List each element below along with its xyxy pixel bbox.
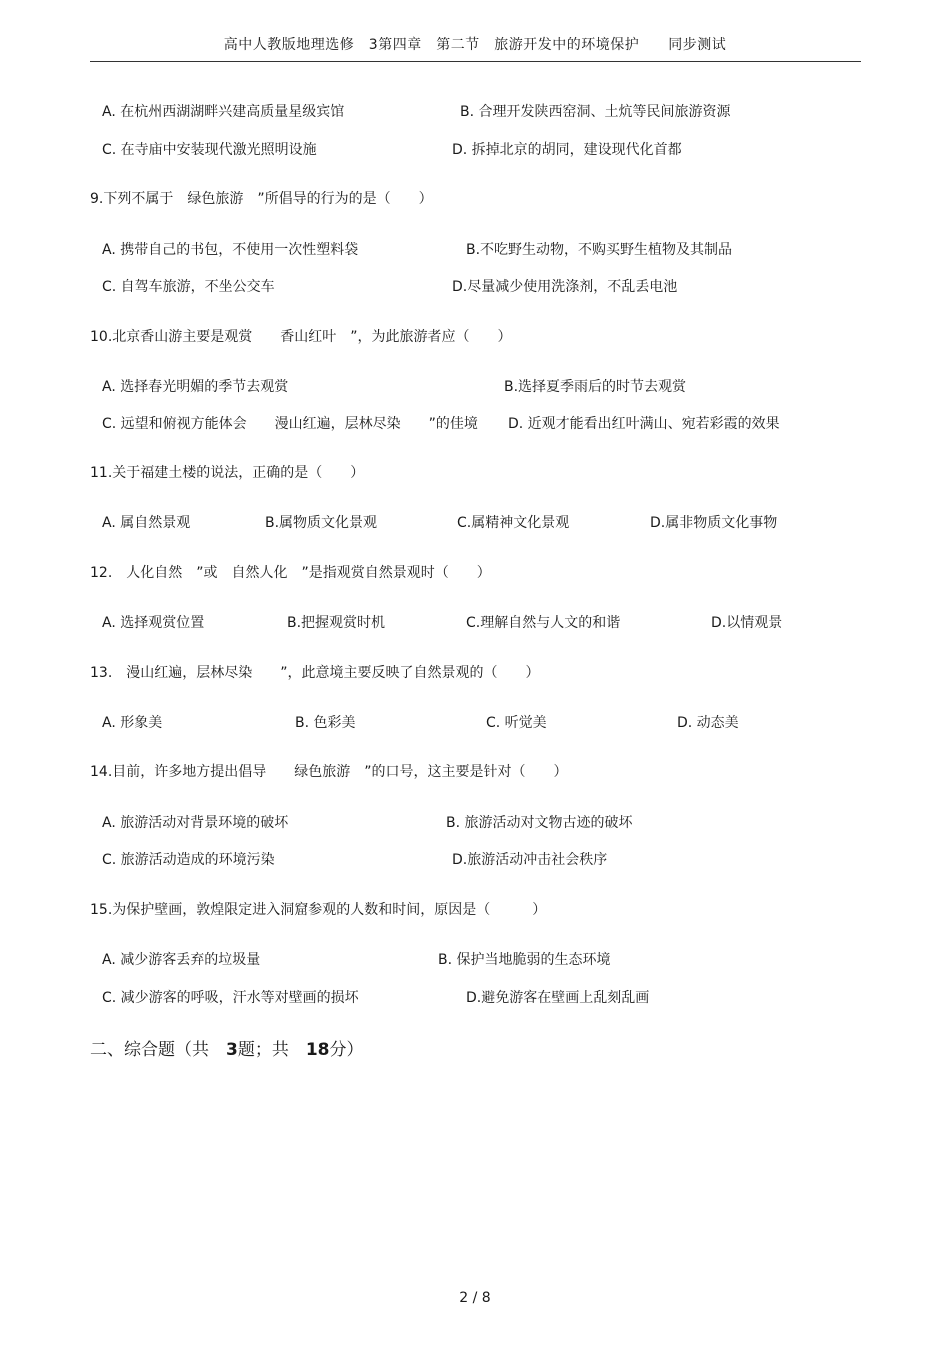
q11-option-d: D.属非物质文化事物	[650, 515, 778, 531]
page-header-title: 高中人教版地理选修 3第四章 第二节 旅游开发中的环境保护 同步测试	[223, 37, 727, 53]
q8-option-a: A. 在杭州西湖湖畔兴建高质量星级宾馆	[102, 104, 345, 120]
q11-option-b: B.属物质文化景观	[265, 515, 378, 531]
q8-option-b: B. 合理开发陕西窑洞、土炕等民间旅游资源	[460, 104, 731, 120]
page-number: 2 / 8	[459, 1290, 491, 1306]
section-total-score: 18	[305, 1040, 330, 1060]
section-question-count: 3	[226, 1040, 238, 1060]
q10-option-c: C. 远望和俯视方能体会 漫山红遍，层林尽染 ”的佳境	[102, 416, 478, 432]
q10-stem: 10.北京香山游主要是观赏 香山红叶 ”，为此旅游者应（ ）	[90, 329, 512, 345]
q8-option-d: D. 拆掉北京的胡同，建设现代化首都	[452, 142, 682, 158]
q14-option-b: B. 旅游活动对文物古迹的破坏	[446, 815, 633, 831]
q15-option-d: D.避免游客在壁画上乱刻乱画	[466, 990, 650, 1006]
q13-option-a: A. 形象美	[102, 715, 163, 731]
q13-option-c: C. 听觉美	[486, 715, 547, 731]
q15-option-a: A. 减少游客丢弃的垃圾量	[102, 952, 261, 968]
section-heading-prefix: 二、综合题（共	[90, 1040, 226, 1060]
q13-option-d: D. 动态美	[677, 715, 739, 731]
q10-option-b: B.选择夏季雨后的时节去观赏	[504, 379, 687, 395]
q14-stem: 14.目前，许多地方提出倡导 绿色旅游 ”的口号，这主要是针对（ ）	[90, 764, 568, 780]
q9-option-d: D.尽量减少使用洗涤剂，不乱丢电池	[452, 279, 678, 295]
q15-option-b: B. 保护当地脆弱的生态环境	[438, 952, 611, 968]
q13-option-b: B. 色彩美	[295, 715, 356, 731]
q10-option-a: A. 选择春光明媚的季节去观赏	[102, 379, 289, 395]
q15-stem: 15.为保护壁画，敦煌限定进入洞窟参观的人数和时间，原因是（ ）	[90, 902, 547, 918]
section-heading-mid: 题；共	[237, 1040, 306, 1060]
q9-option-c: C. 自驾车旅游，不坐公交车	[102, 279, 275, 295]
q11-option-c: C.属精神文化景观	[457, 515, 570, 531]
q9-option-b: B.不吃野生动物，不购买野生植物及其制品	[466, 242, 733, 258]
q10-option-d: D. 近观才能看出红叶满山、宛若彩霞的效果	[508, 416, 780, 432]
section-heading-suffix: 分）	[329, 1040, 364, 1060]
q14-option-a: A. 旅游活动对背景环境的破坏	[102, 815, 289, 831]
q11-option-a: A. 属自然景观	[102, 515, 191, 531]
q12-option-c: C.理解自然与人文的和谐	[466, 615, 621, 631]
q14-option-d: D.旅游活动冲击社会秩序	[452, 852, 608, 868]
q9-option-a: A. 携带自己的书包，不使用一次性塑料袋	[102, 242, 359, 258]
header-divider	[90, 61, 861, 62]
q15-option-c: C. 减少游客的呼吸，汗水等对壁画的损坏	[102, 990, 359, 1006]
q12-option-a: A. 选择观赏位置	[102, 615, 205, 631]
q14-option-c: C. 旅游活动造成的环境污染	[102, 852, 275, 868]
section-heading-comprehensive	[90, 1035, 364, 1060]
q12-stem: 12. 人化自然 ”或 自然人化 ”是指观赏自然景观时（ ）	[90, 565, 491, 581]
q12-option-d: D.以情观景	[711, 615, 783, 631]
q11-stem: 11.关于福建土楼的说法，正确的是（ ）	[90, 465, 365, 481]
q9-stem: 9.下列不属于 绿色旅游 ”所倡导的行为的是（ ）	[90, 191, 433, 207]
q8-option-c: C. 在寺庙中安装现代激光照明设施	[102, 142, 317, 158]
q12-option-b: B.把握观赏时机	[287, 615, 386, 631]
q13-stem: 13. 漫山红遍，层林尽染 ”，此意境主要反映了自然景观的（ ）	[90, 665, 540, 681]
